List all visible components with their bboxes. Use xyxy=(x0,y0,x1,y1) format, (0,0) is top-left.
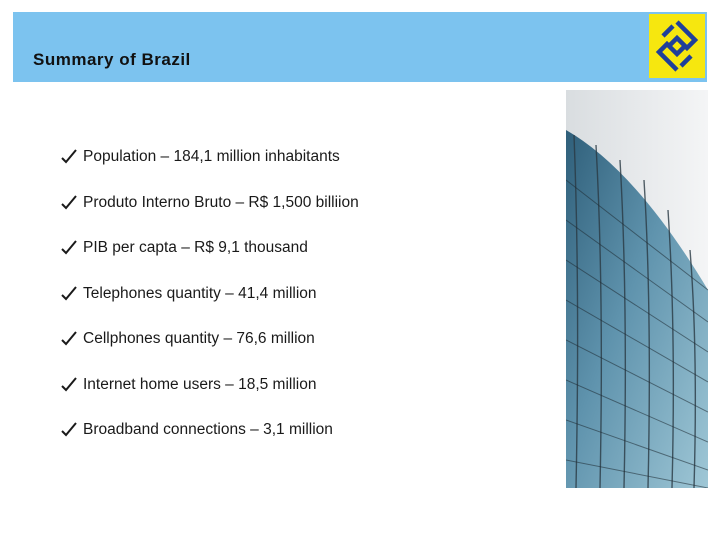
checkmark-icon xyxy=(60,285,80,303)
bullet-text: Telephones quantity – 41,4 million xyxy=(83,284,317,302)
bullet-item xyxy=(60,421,359,467)
checkmark-icon xyxy=(60,421,80,439)
checkmark-icon xyxy=(60,376,80,394)
bullet-item xyxy=(60,148,359,194)
checkmark-icon xyxy=(60,239,80,257)
bullet-item xyxy=(60,285,359,331)
bullet-text: PIB per capta – R$ 9,1 thousand xyxy=(83,239,308,256)
logo-icon xyxy=(649,14,705,78)
building-photo xyxy=(566,90,708,488)
bullet-text: Internet home users – 18,5 million xyxy=(83,375,317,393)
checkmark-icon xyxy=(60,194,80,212)
checkmark-icon xyxy=(60,148,80,166)
slide-title: Summary of Brazil xyxy=(33,50,191,69)
bullet-item xyxy=(60,330,359,376)
bullet-list xyxy=(60,148,359,467)
bullet-text: Population – 184,1 million inhabitants xyxy=(83,148,340,165)
bullet-item xyxy=(60,376,359,422)
bullet-text: Produto Interno Bruto – R$ 1,500 billiion xyxy=(83,193,359,211)
bullet-text: Broadband connections – 3,1 million xyxy=(83,421,333,438)
bank-logo xyxy=(649,14,705,78)
bullet-text: Cellphones quantity – 76,6 million xyxy=(83,330,315,347)
checkmark-icon xyxy=(60,330,80,348)
header-bar xyxy=(13,12,707,82)
bullet-item xyxy=(60,239,359,285)
bullet-item xyxy=(60,194,359,240)
